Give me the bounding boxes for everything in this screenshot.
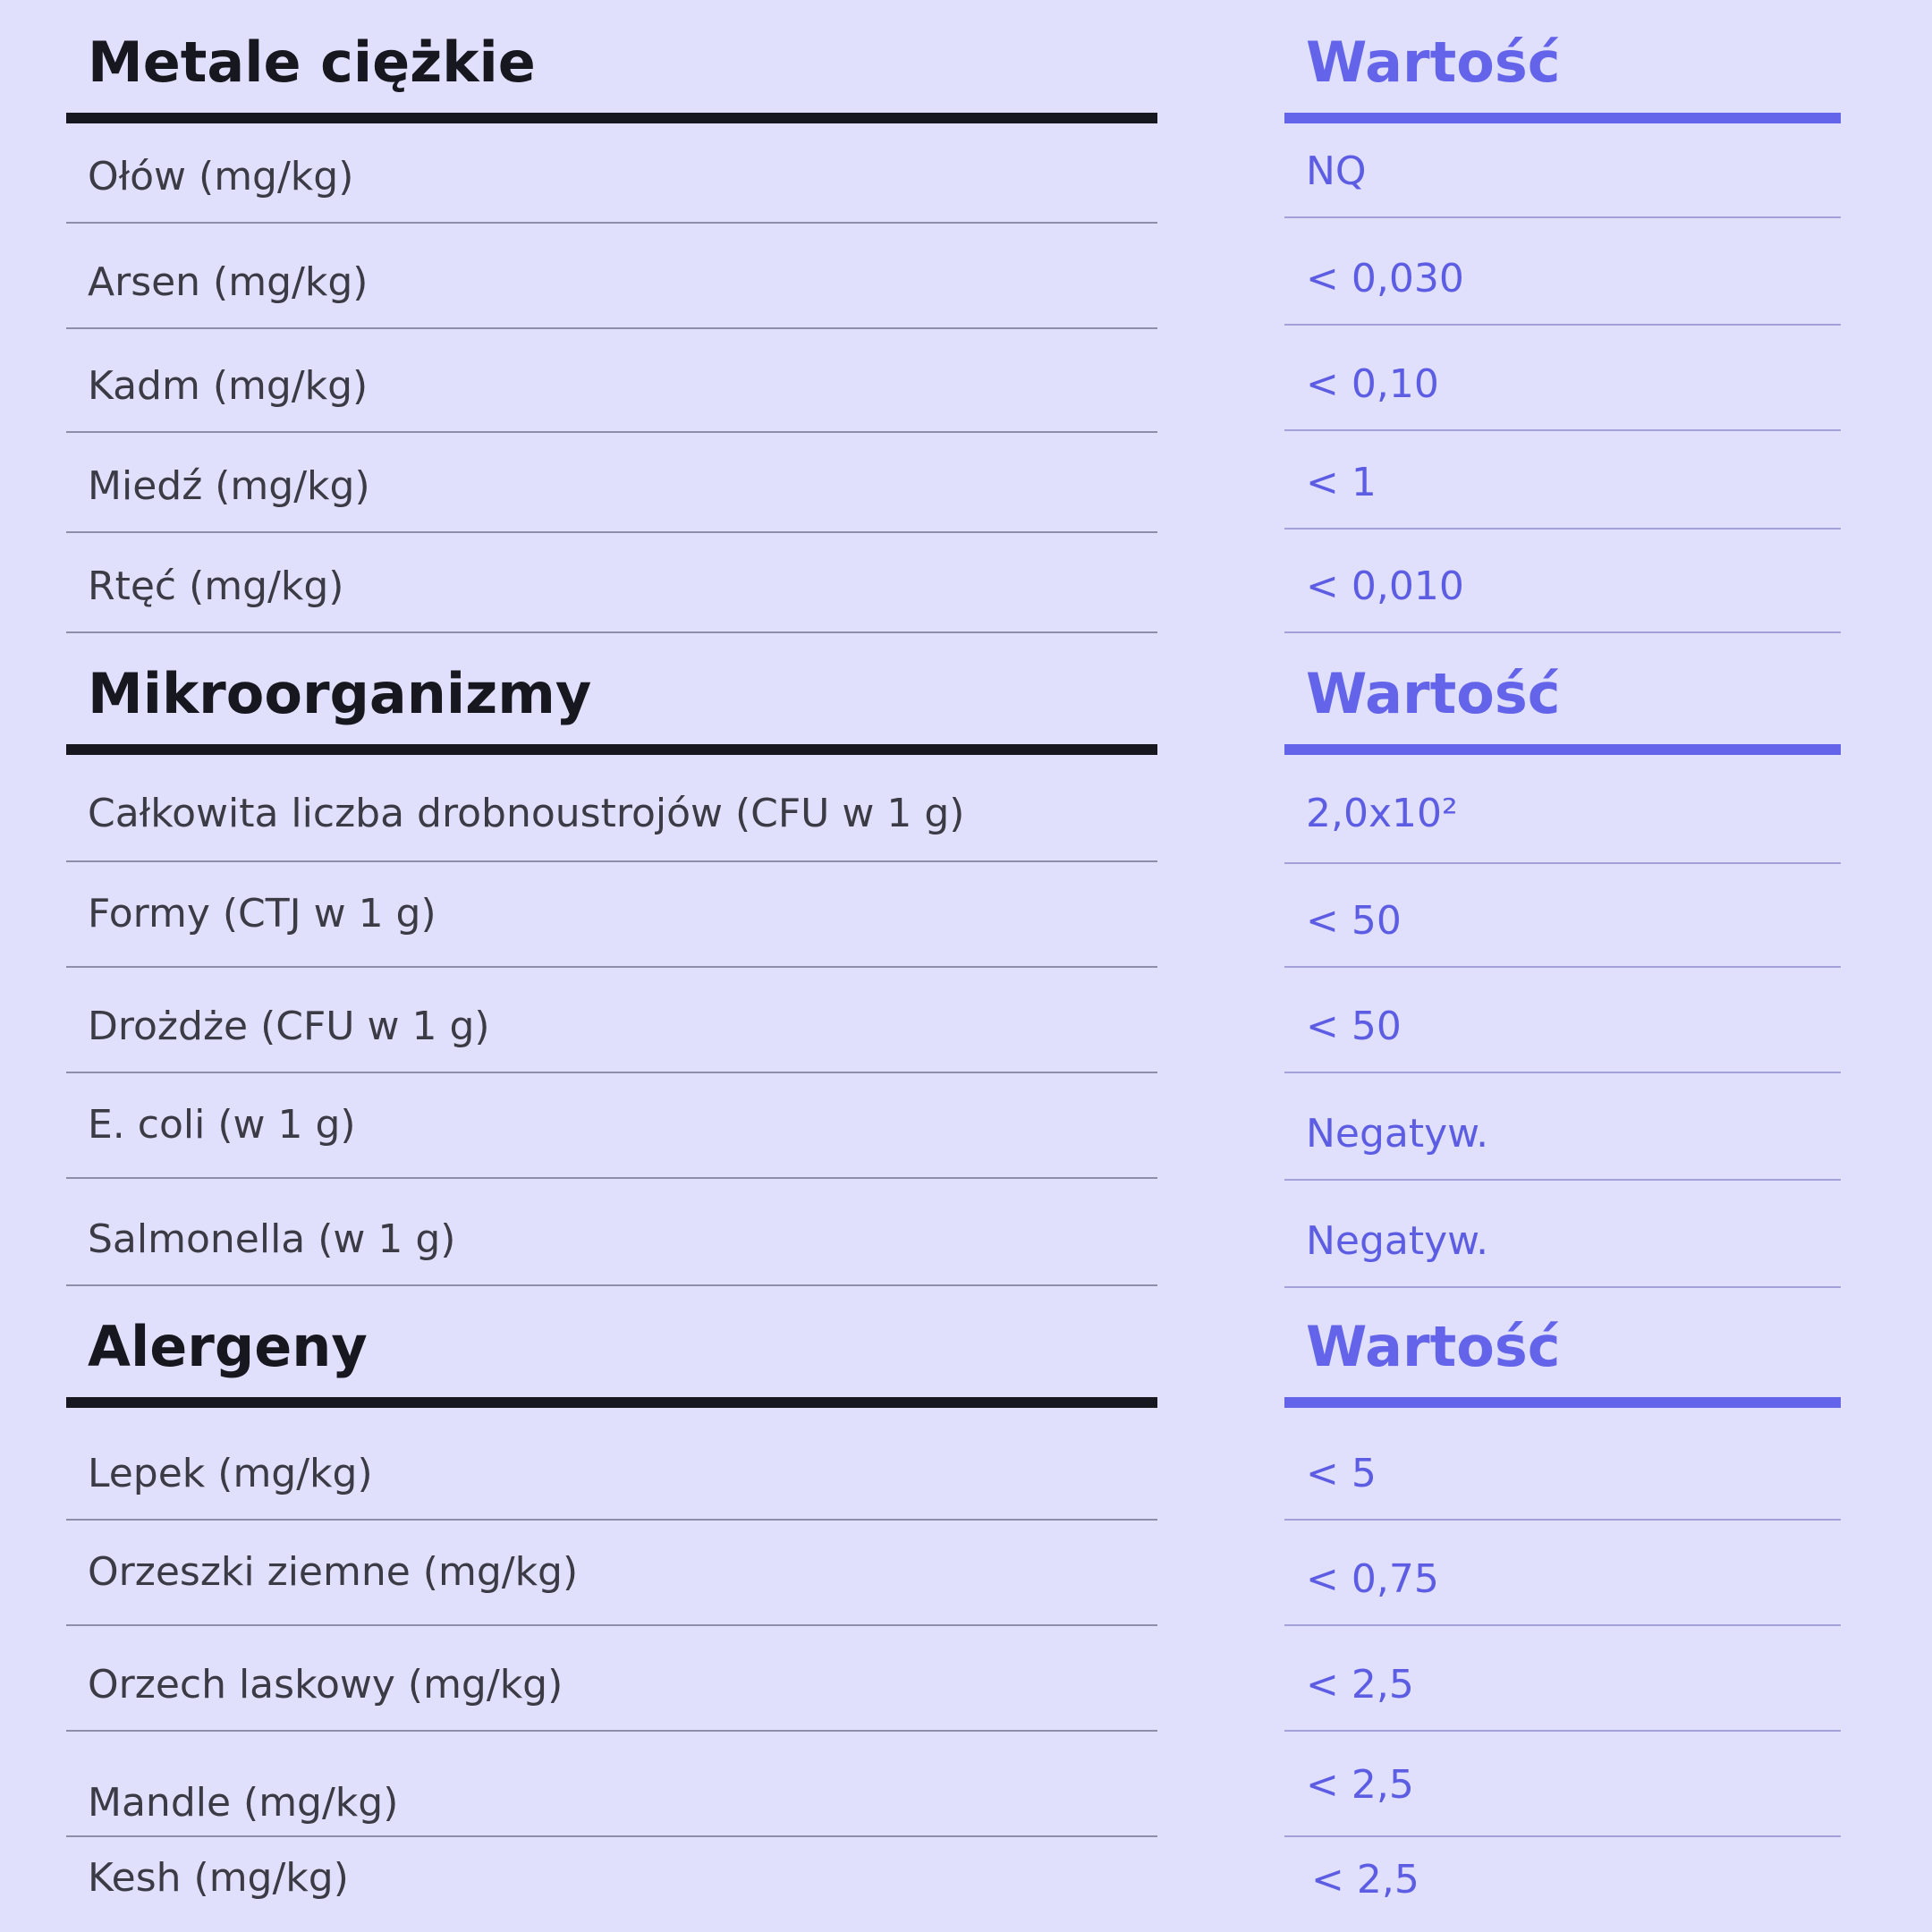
table-row xyxy=(66,1626,1157,1732)
value-header-divider xyxy=(1284,113,1841,123)
table-row xyxy=(66,329,1157,433)
value-header-divider xyxy=(1284,744,1841,755)
row-value: < 2,5 xyxy=(1311,1857,1419,1902)
row-value: < 50 xyxy=(1306,1004,1402,1049)
row-value: < 5 xyxy=(1306,1451,1377,1496)
table-row xyxy=(66,1179,1157,1286)
value-header-text: Wartość xyxy=(1306,1314,1561,1379)
row-value: < 2,5 xyxy=(1306,1662,1414,1707)
table-row xyxy=(1284,1732,1841,1837)
header-divider xyxy=(66,744,1157,755)
table-row xyxy=(66,1732,1157,1837)
value-header-text: Wartość xyxy=(1306,30,1561,95)
row-label: Orzech laskowy (mg/kg) xyxy=(88,1662,564,1707)
row-label: Rtęć (mg/kg) xyxy=(88,564,344,609)
value-header xyxy=(1284,631,1841,757)
table-row xyxy=(1284,864,1841,968)
table-row xyxy=(1284,123,1841,218)
row-value: < 0,75 xyxy=(1306,1556,1439,1602)
section-title: Mikroorganizmy xyxy=(88,661,592,726)
row-label: Salmonella (w 1 g) xyxy=(88,1216,456,1262)
table-row xyxy=(1284,1626,1841,1732)
table-row xyxy=(1284,218,1841,326)
table-row xyxy=(66,862,1157,968)
section-microorganisms-header xyxy=(66,631,1157,757)
value-header-text: Wartość xyxy=(1306,661,1561,726)
row-label: Kesh (mg/kg) xyxy=(88,1855,349,1901)
table-row xyxy=(1284,1521,1841,1626)
table-row xyxy=(66,224,1157,329)
row-label: Orzeszki ziemne (mg/kg) xyxy=(88,1549,579,1595)
row-label: E. coli (w 1 g) xyxy=(88,1102,356,1148)
row-label: Drożdże (CFU w 1 g) xyxy=(88,1004,490,1049)
row-value: < 0,030 xyxy=(1306,256,1464,301)
row-label: Kadm (mg/kg) xyxy=(88,363,369,409)
table-row xyxy=(66,533,1157,633)
row-value: < 0,10 xyxy=(1306,361,1439,407)
table-row xyxy=(66,123,1157,224)
table-row xyxy=(1284,755,1841,864)
table-row xyxy=(66,1837,1157,1932)
row-label: Ołów (mg/kg) xyxy=(88,154,354,199)
section-title: Alergeny xyxy=(88,1314,368,1379)
table-row xyxy=(66,1408,1157,1521)
row-value: 2,0x10² xyxy=(1306,791,1458,836)
value-header xyxy=(1284,1284,1841,1410)
table-row xyxy=(1284,1408,1841,1521)
table-row xyxy=(1284,1181,1841,1288)
header-divider xyxy=(66,113,1157,123)
table-row xyxy=(1284,530,1841,633)
section-heavy-metals-header xyxy=(66,0,1157,125)
row-value: < 1 xyxy=(1306,460,1377,505)
row-label: Lepek (mg/kg) xyxy=(88,1451,373,1496)
row-value: NQ xyxy=(1306,148,1367,194)
row-value: Negatyw. xyxy=(1306,1218,1489,1264)
row-label: Całkowita liczba drobnoustrojów (CFU w 1 g) xyxy=(88,791,965,836)
value-header xyxy=(1284,0,1841,125)
table-row xyxy=(1284,431,1841,530)
table-row xyxy=(1284,1837,1841,1932)
row-label: Arsen (mg/kg) xyxy=(88,259,369,305)
header-divider xyxy=(66,1397,1157,1408)
table-row xyxy=(66,433,1157,533)
value-header-divider xyxy=(1284,1397,1841,1408)
table-row xyxy=(66,755,1157,862)
row-value: < 0,010 xyxy=(1306,564,1464,609)
table-row xyxy=(1284,1073,1841,1181)
section-title: Metale ciężkie xyxy=(88,30,536,95)
table-row xyxy=(1284,968,1841,1073)
section-allergens-header xyxy=(66,1284,1157,1410)
row-value: < 50 xyxy=(1306,898,1402,944)
table-row xyxy=(66,1521,1157,1626)
row-label: Formy (CTJ w 1 g) xyxy=(88,891,436,936)
table-row xyxy=(66,968,1157,1073)
row-value: < 2,5 xyxy=(1306,1762,1414,1808)
table-row xyxy=(1284,326,1841,431)
row-label: Mandle (mg/kg) xyxy=(88,1780,399,1826)
row-value: Negatyw. xyxy=(1306,1111,1489,1157)
table-row xyxy=(66,1073,1157,1179)
row-label: Miedź (mg/kg) xyxy=(88,463,370,509)
